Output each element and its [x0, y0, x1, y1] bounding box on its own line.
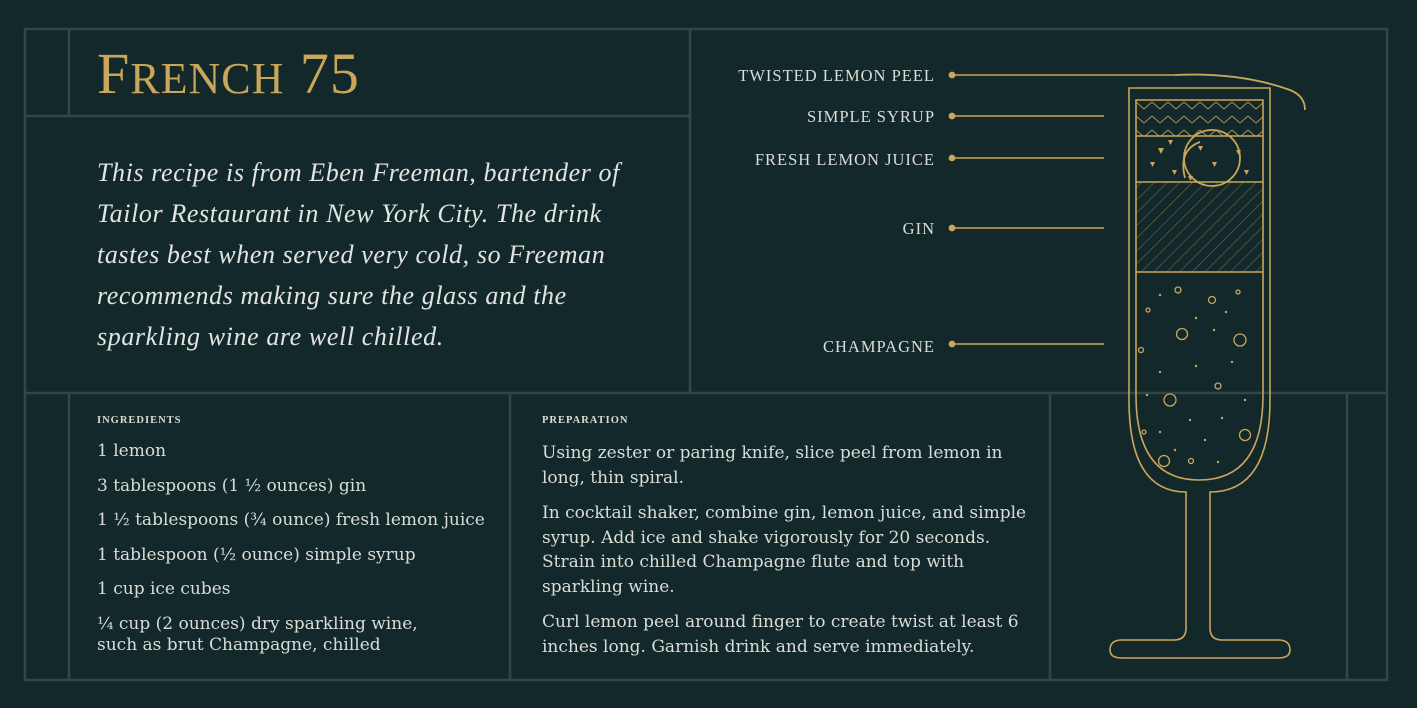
ingredients-heading: INGREDIENTS	[97, 415, 182, 426]
title-number: 75	[299, 41, 360, 106]
ingredient-item: 1 tablespoon (½ ounce) simple syrup	[97, 544, 416, 565]
preparation-step: Curl lemon peel around finger to create twist at least 6 inches long. Garnish drink and serve immediately.	[542, 612, 1019, 657]
label-fresh-lemon-juice: FRESH LEMON JUICE	[754, 150, 935, 169]
label-simple-syrup: SIMPLE SYRUP	[807, 107, 935, 126]
ingredient-item: 3 tablespoons (1 ½ ounces) gin	[97, 475, 367, 496]
title-first-letter: F	[97, 41, 131, 106]
preparation-step: In cocktail shaker, combine gin, lemon juice, and simple syrup. Add ice and shake vigorously for 20 seconds. Strain into chilled Champagne flute and top with sparkling wine.	[542, 503, 1027, 597]
ingredient-item: ¼ cup (2 ounces) dry sparkling wine, such as brut Champagne, chilled	[97, 613, 418, 655]
label-champagne: CHAMPAGNE	[823, 337, 935, 356]
preparation-steps	[542, 441, 1042, 670]
label-twisted-lemon-peel: TWISTED LEMON PEEL	[738, 66, 935, 85]
preparation-heading: PREPARATION	[542, 415, 629, 426]
preparation-step: Using zester or paring knife, slice peel from lemon in long, thin spiral.	[542, 443, 1003, 488]
ingredient-item: 1 lemon	[97, 441, 167, 461]
leader-dot-twist	[949, 72, 954, 77]
label-gin: GIN	[902, 219, 935, 238]
intro-paragraph: This recipe is from Eben Freeman, bartender of Tailor Restaurant in New York City. The drink tastes best when served very cold, so Freeman recommends making sure the glass and the sparkling wine are well chilled.	[97, 158, 620, 351]
ingredient-item: 1 ½ tablespoons (¾ ounce) fresh lemon juice	[97, 510, 485, 530]
ingredients-list	[97, 441, 497, 669]
ingredient-item: 1 cup ice cubes	[97, 579, 231, 599]
title-rest: RENCH	[130, 54, 285, 103]
